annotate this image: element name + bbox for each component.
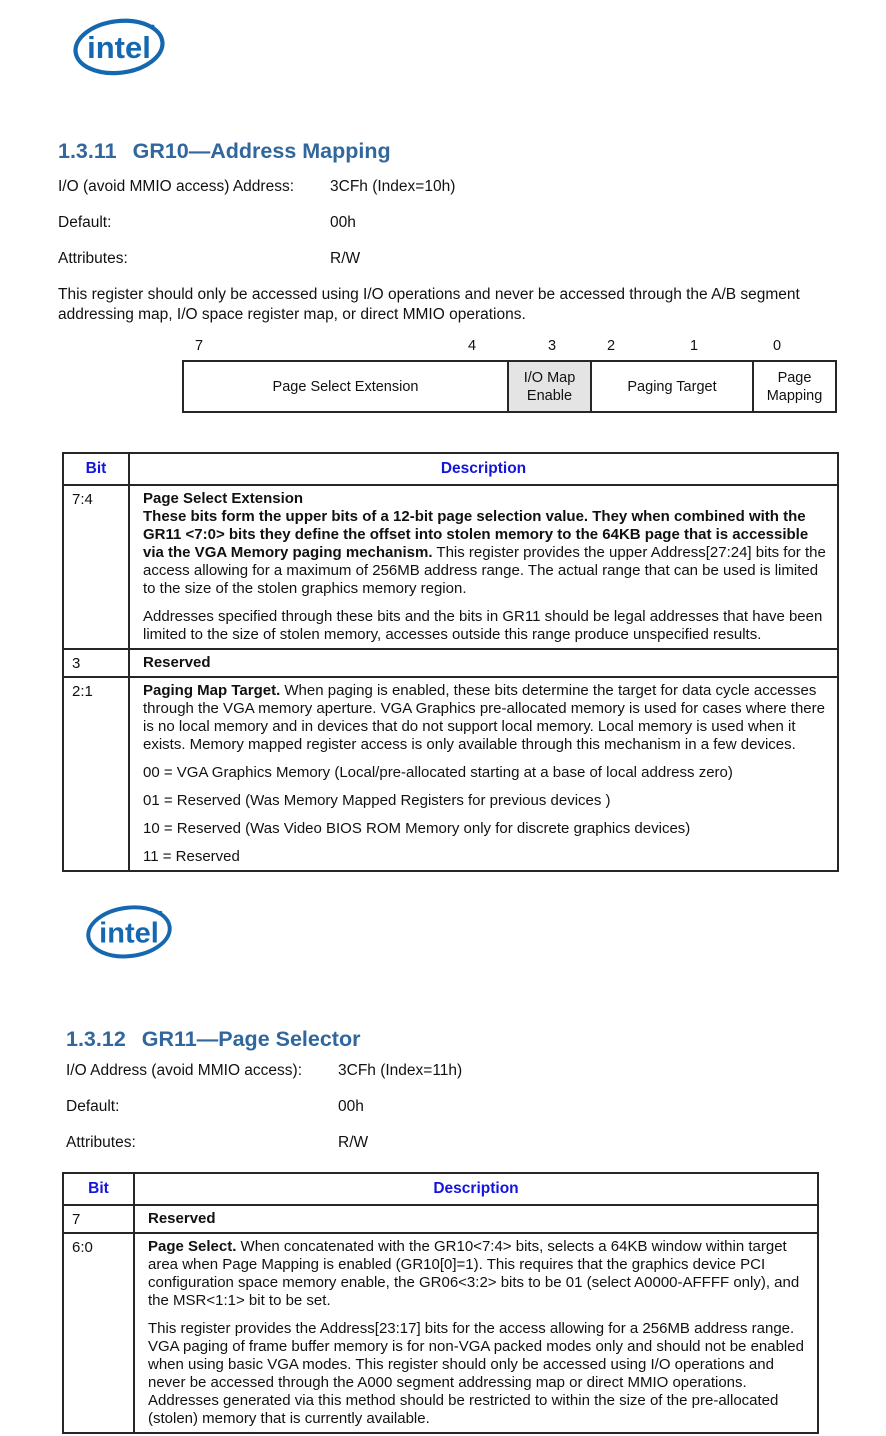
bit-row — [63, 677, 838, 871]
section-heading-gr10 — [58, 139, 391, 164]
bitfield-cell: Page Select Extension — [184, 362, 509, 411]
bit-number-label: 7 — [195, 338, 204, 354]
description-cell — [134, 1233, 818, 1433]
section-title: GR11—Page Selector — [141, 1027, 361, 1051]
register-info-row — [58, 178, 456, 196]
description-paragraph: These bits form the upper bits of a 12-bit page selection value. They when combined with the GR11 <7:0> bits they define the offset into stolen memory to the 64KB page that is accessible via the VGA Memory paging mechanism. This register provides the upper Address[27:24] bits for the access allowing for a maximum of 256MB address range. The actual range that can be used is limited to the size of the stolen graphics memory region. — [143, 508, 826, 597]
bit-number-label: 3 — [548, 338, 557, 354]
info-value: 3CFh (Index=11h) — [338, 1062, 463, 1079]
bit-row — [63, 1205, 818, 1233]
section-title: GR10—Address Mapping — [132, 139, 391, 163]
description-cell — [134, 1205, 818, 1233]
register-note: This register should only be accessed using I/O operations and never be accessed through the A/B segment addressing map, I/O space register map, or direct MMIO operations. — [58, 286, 800, 323]
register-info-row — [58, 250, 361, 268]
info-label: Default: — [66, 1098, 120, 1115]
bitfield-diagram — [182, 338, 837, 413]
section-number: 1.3.11 — [58, 139, 117, 163]
bit-cell: 3 — [63, 649, 129, 677]
description-paragraph: Addresses specified through these bits and the bits in GR11 should be legal addresses that have been limited to the size of stolen memory, accesses outside this range produce unspecified results. — [143, 608, 823, 643]
intel-logo — [72, 15, 166, 77]
description-paragraph: 10 = Reserved (Was Video BIOS ROM Memory only for discrete graphics devices) — [143, 820, 691, 837]
description-paragraph: Page Select. When concatenated with the GR10<7:4> bits, selects a 64KB window within target area when Page Mapping is enabled (GR10[0]=1). This requires that the graphics device PCI configuration space memory enable, the GR06<3:2> bits to be 01 (select A0000-AFFFF only), and the MSR<1:1> bit to be set. — [148, 1238, 800, 1309]
table-header-row — [63, 1173, 818, 1205]
info-value: R/W — [330, 250, 361, 267]
info-label: Attributes: — [66, 1134, 136, 1151]
table-header-row — [63, 453, 838, 485]
description-paragraph: 01 = Reserved (Was Memory Mapped Registers for previous devices ) — [143, 792, 611, 809]
intel-logo — [85, 901, 173, 961]
intel-logo-text: intel — [99, 917, 159, 950]
bit-cell: 2:1 — [63, 677, 129, 871]
description-paragraph: 11 = Reserved — [143, 848, 240, 865]
section-heading-gr11 — [66, 1027, 360, 1052]
bit-description-table-gr11 — [62, 1172, 819, 1434]
description-paragraph: Reserved — [143, 654, 211, 671]
column-header-description: Description — [134, 1173, 818, 1205]
bitfield-cell-row — [182, 360, 837, 413]
info-label: I/O Address (avoid MMIO access): — [66, 1062, 303, 1079]
description-paragraph: Reserved — [148, 1210, 216, 1227]
register-info-gr11 — [66, 1062, 786, 1182]
register-info-row — [58, 214, 356, 232]
bitfield-cell: Page Mapping — [754, 362, 835, 411]
bit-cell: 6:0 — [63, 1233, 134, 1433]
info-label: Default: — [58, 214, 112, 231]
register-info-row — [66, 1098, 364, 1116]
info-value: 3CFh (Index=10h) — [330, 178, 456, 195]
info-value: 00h — [338, 1098, 364, 1115]
description-paragraph: This register provides the Address[23:17] bits for the access allowing for a 256MB address range. VGA paging of frame buffer memory is for non-VGA packed modes only and should not be enabled when using basic VGA modes. This register should only be accessed using I/O operations and never be accessed through the A000 segment addressing map or direct MMIO operations. Addresses generated via this method should be restricted to within the size of the pre-allocated (stolen) memory that is currently available. — [148, 1320, 804, 1427]
bit-description-table-gr10 — [62, 452, 839, 872]
bitfield-tick-row — [182, 338, 837, 360]
description-paragraph: Page Select Extension — [143, 490, 304, 507]
bit-number-label: 4 — [468, 338, 477, 354]
info-label: Attributes: — [58, 250, 128, 267]
description-paragraph: 00 = VGA Graphics Memory (Local/pre-allocated starting at a base of local address zero) — [143, 764, 733, 781]
bit-number-label: 2 — [607, 338, 616, 354]
section-number: 1.3.12 — [66, 1027, 126, 1051]
intel-logo-registered-mark — [151, 25, 154, 28]
column-header-bit: Bit — [63, 1173, 134, 1205]
info-value: R/W — [338, 1134, 369, 1151]
intel-logo-text: intel — [87, 30, 151, 66]
description-cell — [129, 677, 838, 871]
bit-row — [63, 649, 838, 677]
bit-cell: 7:4 — [63, 485, 129, 649]
description-cell — [129, 649, 838, 677]
bit-row — [63, 485, 838, 649]
description-paragraph: Paging Map Target. When paging is enabled, these bits determine the target for data cycle accesses through the VGA memory aperture. VGA Graphics pre-allocated memory is used for cases where there is no local memory and in devices that do not support local memory. Local memory is used when it exists. Memory mapped register access is only available through this mechanism in a few devices. — [143, 682, 825, 753]
register-info-gr10 — [58, 178, 778, 298]
bitfield-cell: I/O Map Enable — [509, 362, 592, 411]
bit-number-label: 0 — [773, 338, 782, 354]
bit-row — [63, 1233, 818, 1433]
description-cell — [129, 485, 838, 649]
column-header-bit: Bit — [63, 453, 129, 485]
bit-number-label: 1 — [690, 338, 699, 354]
info-value: 00h — [330, 214, 356, 231]
register-info-row — [66, 1134, 369, 1152]
info-label: I/O (avoid MMIO access) Address: — [58, 178, 295, 195]
bitfield-cell: Paging Target — [592, 362, 754, 411]
bit-cell: 7 — [63, 1205, 134, 1233]
intel-logo-registered-mark — [159, 911, 162, 914]
column-header-description: Description — [129, 453, 838, 485]
register-info-row — [66, 1062, 463, 1080]
